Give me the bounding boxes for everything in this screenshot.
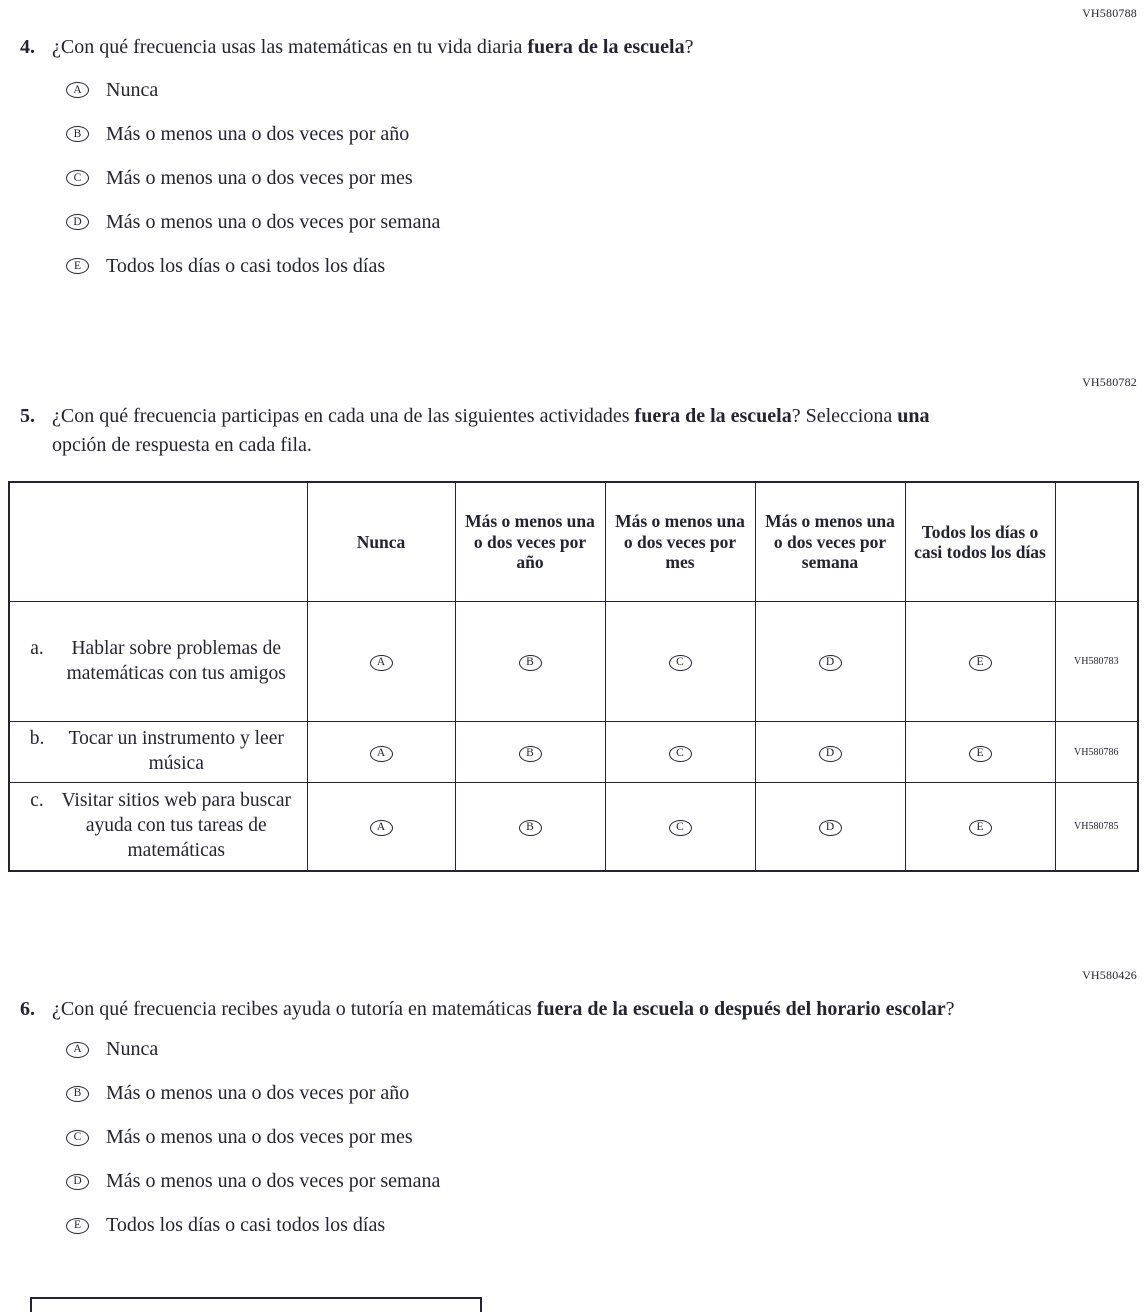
question-text-part: ¿Con qué frecuencia usas las matemáticas en tu vida diaria [52, 36, 528, 58]
radio-bubble-a[interactable]: A [370, 746, 393, 762]
question-text-part: ? [684, 36, 694, 58]
table-header-row [9, 482, 1138, 602]
radio-bubble-c[interactable]: C [66, 170, 89, 186]
radio-bubble-a[interactable]: A [370, 655, 393, 671]
radio-bubble-e[interactable]: E [66, 258, 89, 274]
answer-cell [905, 602, 1055, 722]
question-text-bold: fuera de la escuela [527, 36, 685, 58]
answer-cell [307, 722, 455, 783]
frequency-table [8, 481, 1139, 871]
row-text: Visitar sitios web para buscar ayuda con tus tareas de matemáticas [61, 789, 291, 861]
header-stub [9, 482, 307, 602]
answer-option [66, 209, 1145, 235]
radio-bubble-b[interactable]: B [519, 820, 542, 836]
radio-bubble-b[interactable]: B [519, 746, 542, 762]
radio-bubble-c[interactable]: C [66, 1130, 89, 1146]
row-item-inner [22, 789, 301, 864]
option-label: Más o menos una o dos veces por mes [106, 166, 413, 189]
question-text [52, 402, 972, 459]
question-6-options [0, 1037, 1145, 1239]
radio-bubble-b[interactable]: B [66, 1086, 89, 1102]
table-row [9, 602, 1138, 722]
radio-bubble-d[interactable]: D [66, 214, 89, 230]
answer-cell [755, 783, 905, 871]
answer-option [66, 1037, 1145, 1063]
radio-bubble-c[interactable]: C [669, 655, 692, 671]
radio-bubble-b[interactable]: B [66, 126, 89, 142]
question-6-stem [0, 995, 1145, 1023]
answer-cell [455, 602, 605, 722]
radio-bubble-d[interactable]: D [819, 820, 842, 836]
row-item-label [9, 783, 307, 871]
option-label: Nunca [106, 78, 159, 101]
row-text: Tocar un instrumento y leer música [68, 728, 284, 775]
row-item-inner [22, 637, 301, 687]
answer-cell [755, 722, 905, 783]
answer-option [66, 121, 1145, 147]
header-nunca: Nunca [307, 482, 455, 602]
question-code-q4: VH580788 [1082, 6, 1137, 20]
question-code-q6: VH580426 [1082, 967, 1137, 982]
answer-cell [605, 602, 755, 722]
answer-option [66, 165, 1145, 191]
question-5 [0, 402, 1145, 871]
question-text-part: opción de respuesta en cada fila. [52, 433, 312, 456]
option-label: Todos los días o casi todos los días [106, 1214, 386, 1237]
question-4-options [0, 77, 1145, 279]
header-por-mes: Más o menos una o dos veces por mes [605, 482, 755, 602]
question-number: 5. [20, 405, 35, 428]
answer-cell [905, 783, 1055, 871]
row-code: VH580785 [1055, 783, 1138, 871]
answer-cell [905, 722, 1055, 783]
answer-cell [755, 602, 905, 722]
answer-option [66, 253, 1145, 279]
answer-cell [455, 783, 605, 871]
question-text [52, 33, 693, 61]
answer-option [66, 1213, 1145, 1239]
option-label: Nunca [106, 1038, 159, 1061]
header-por-semana: Más o menos una o dos veces por semana [755, 482, 905, 602]
question-text-part: ? [945, 997, 955, 1020]
table-row [9, 722, 1138, 783]
row-code: VH580783 [1055, 602, 1138, 722]
option-label: Más o menos una o dos veces por semana [106, 210, 441, 233]
radio-bubble-d[interactable]: D [66, 1174, 89, 1190]
row-item-label [9, 602, 307, 722]
row-letter: c. [30, 789, 44, 811]
header-todos-los-dias: Todos los días o casi todos los días [905, 482, 1055, 602]
radio-bubble-e[interactable]: E [969, 746, 992, 762]
row-text: Hablar sobre problemas de matemáticas con tus amigos [66, 637, 286, 684]
radio-bubble-d[interactable]: D [819, 655, 842, 671]
header-por-ano: Más o menos una o dos veces por año [455, 482, 605, 602]
option-label: Más o menos una o dos veces por semana [106, 1170, 441, 1193]
question-text-part: ¿Con qué frecuencia recibes ayuda o tutoría en matemáticas [52, 997, 537, 1020]
header-code-column [1055, 482, 1138, 602]
answer-cell [605, 783, 755, 871]
question-4-stem [0, 33, 1145, 61]
row-letter: b. [29, 728, 45, 750]
next-table-partial-border [30, 1297, 482, 1312]
question-text-bold: fuera de la escuela o después del horario escolar [536, 997, 946, 1020]
option-label: Todos los días o casi todos los días [106, 254, 386, 277]
question-number: 4. [20, 36, 35, 58]
table-row [9, 783, 1138, 871]
question-text [52, 995, 955, 1023]
row-item-inner [22, 727, 301, 777]
answer-option [66, 1081, 1145, 1107]
question-text-bold: fuera de la escuela [634, 405, 792, 428]
answer-cell [605, 722, 755, 783]
radio-bubble-e[interactable]: E [66, 1218, 89, 1234]
radio-bubble-a[interactable]: A [66, 82, 89, 98]
radio-bubble-d[interactable]: D [819, 746, 842, 762]
radio-bubble-e[interactable]: E [969, 655, 992, 671]
question-text-part: ? Selecciona [791, 405, 898, 428]
row-letter: a. [30, 637, 44, 659]
option-label: Más o menos una o dos veces por año [106, 122, 410, 145]
answer-option [66, 77, 1145, 103]
question-5-stem [0, 402, 1145, 459]
row-item-label [9, 722, 307, 783]
question-text-bold: una [897, 405, 930, 428]
answer-option [66, 1169, 1145, 1195]
row-code: VH580786 [1055, 722, 1138, 783]
answer-cell [307, 602, 455, 722]
question-code-q5: VH580782 [1082, 375, 1137, 390]
option-label: Más o menos una o dos veces por mes [106, 1126, 413, 1149]
radio-bubble-a[interactable]: A [66, 1042, 89, 1058]
option-label: Más o menos una o dos veces por año [106, 1082, 410, 1105]
radio-bubble-b[interactable]: B [519, 655, 542, 671]
radio-bubble-c[interactable]: C [669, 746, 692, 762]
question-4 [0, 33, 1145, 279]
radio-bubble-c[interactable]: C [669, 820, 692, 836]
answer-cell [455, 722, 605, 783]
radio-bubble-a[interactable]: A [370, 820, 393, 836]
question-6 [0, 995, 1145, 1239]
question-number: 6. [20, 997, 35, 1020]
radio-bubble-e[interactable]: E [969, 820, 992, 836]
question-text-part: ¿Con qué frecuencia participas en cada una de las siguientes actividades [52, 405, 635, 428]
answer-cell [307, 783, 455, 871]
answer-option [66, 1125, 1145, 1151]
